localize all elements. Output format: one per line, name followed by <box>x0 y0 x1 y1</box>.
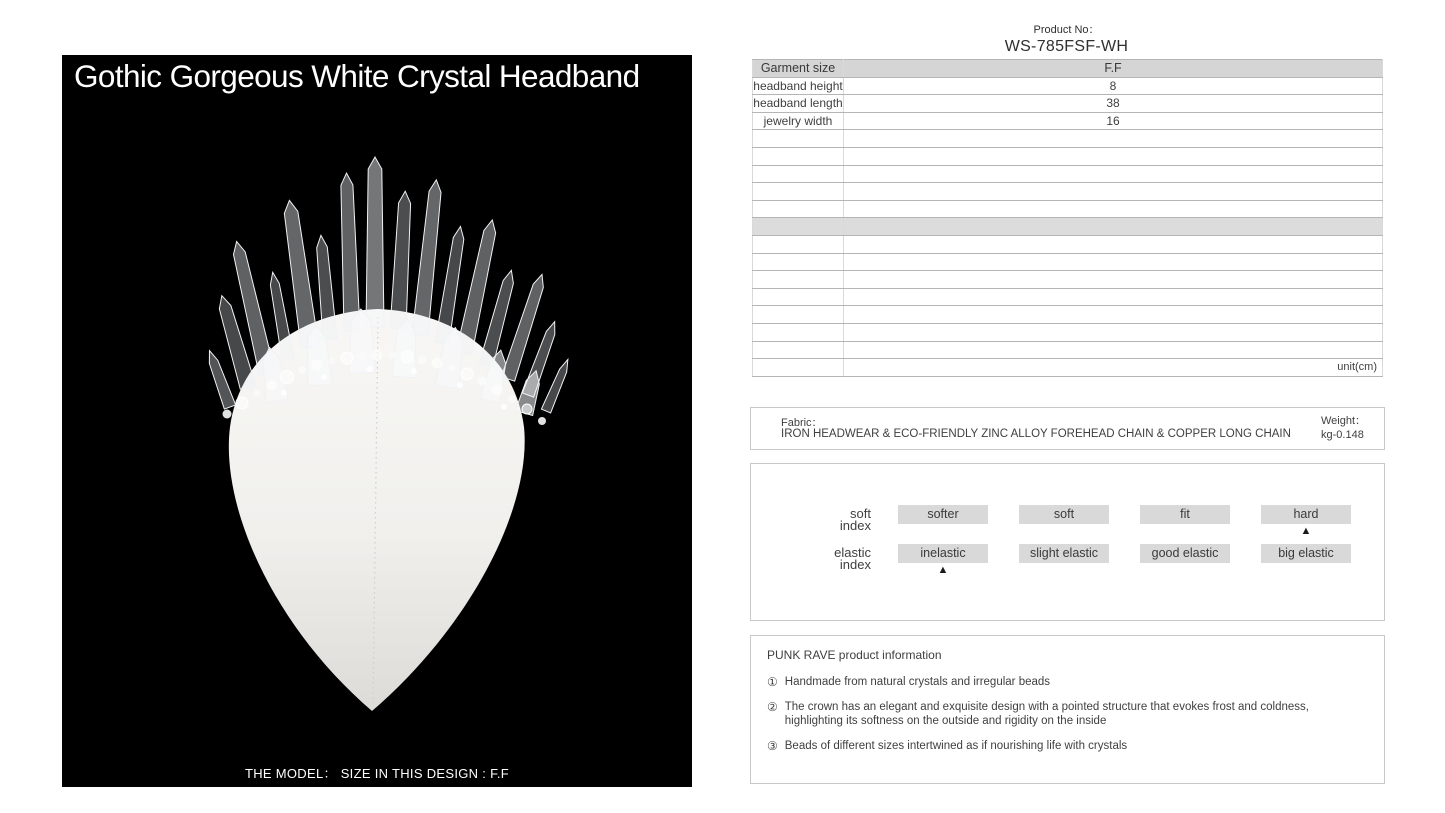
size-table-row <box>753 130 1383 148</box>
product-number-label: Product No： <box>1033 24 1100 36</box>
soft-index-options <box>898 505 1351 537</box>
size-table-row <box>753 288 1383 306</box>
size-table-row <box>753 235 1383 253</box>
index-panel <box>750 463 1385 621</box>
product-photo <box>62 55 692 787</box>
size-table-row <box>753 306 1383 324</box>
size-table-row <box>753 218 1383 236</box>
size-table-row: headband height 8 <box>753 77 1383 95</box>
elastic-index-options <box>898 544 1351 576</box>
size-table-row <box>753 147 1383 165</box>
selected-marker-icon <box>1140 524 1230 537</box>
spec-column <box>750 0 1390 813</box>
selected-marker-icon <box>1019 563 1109 576</box>
info-panel <box>750 635 1385 784</box>
soft-index-option-cell <box>898 505 988 537</box>
elastic-index-option-cell <box>1261 544 1351 576</box>
info-item <box>767 739 1368 753</box>
size-table-body <box>753 60 1383 377</box>
elastic-index-option: slight elastic <box>1019 544 1109 563</box>
info-panel-title: PUNK RAVE product information <box>767 648 942 662</box>
product-number <box>750 21 1383 56</box>
size-table-row <box>753 253 1383 271</box>
info-item <box>767 700 1368 728</box>
size-table-header-value: F.F <box>844 60 1383 78</box>
selected-marker-icon <box>1019 524 1109 537</box>
soft-index-option-cell <box>1140 505 1230 537</box>
selected-marker-icon <box>898 524 988 537</box>
elastic-index-option: inelastic <box>898 544 988 563</box>
soft-index-option: soft <box>1019 505 1109 524</box>
size-table-row <box>753 271 1383 289</box>
soft-index-option: softer <box>898 505 988 524</box>
size-table-row <box>753 323 1383 341</box>
model-size-caption: THE MODEL： SIZE IN THIS DESIGN : F.F <box>244 766 510 781</box>
fabric-label: Fabric： <box>781 417 823 429</box>
size-table-row: headband length 38 <box>753 95 1383 113</box>
info-item-text: Handmade from natural crystals and irregular beads <box>784 676 1051 688</box>
weight-info <box>1321 414 1366 442</box>
elastic-index-row <box>751 544 1384 576</box>
soft-index-option: fit <box>1140 505 1230 524</box>
soft-index-option: hard <box>1261 505 1351 524</box>
selected-marker-icon <box>1261 563 1351 576</box>
product-number-value: WS-785FSF-WH <box>1004 38 1129 55</box>
info-item <box>767 675 1368 689</box>
size-table-row <box>753 165 1383 183</box>
product-title: Gothic Gorgeous White Crystal Headband <box>74 58 640 94</box>
info-item-text: Beads of different sizes intertwined as if nourishing life with crystals <box>784 740 1128 752</box>
weight-label: Weight： <box>1321 415 1367 427</box>
info-item-number: ② <box>767 700 778 714</box>
size-table-row <box>753 359 1383 377</box>
elastic-index-option-cell <box>1140 544 1230 576</box>
size-table <box>752 59 1383 377</box>
elastic-index-option: big elastic <box>1261 544 1351 563</box>
size-table-header-label: Garment size <box>753 60 844 78</box>
elastic-index-option: good elastic <box>1140 544 1230 563</box>
size-table-row <box>753 200 1383 218</box>
soft-index-row <box>751 505 1384 537</box>
size-table-header-row <box>753 60 1383 78</box>
info-item-text: The crown has an elegant and exquisite design with a pointed structure that evokes frost and coldness, highlighting its softness on the outside and rigidity on the inside <box>784 701 1309 727</box>
soft-index-option-cell <box>1019 505 1109 537</box>
selected-marker-icon: ▲ <box>1300 525 1312 537</box>
unit-note: unit(cm) <box>844 359 1383 377</box>
elastic-index-option-cell <box>1019 544 1109 576</box>
soft-index-label: soft index <box>839 506 871 533</box>
selected-marker-icon <box>1140 563 1230 576</box>
info-item-number: ③ <box>767 739 778 753</box>
size-table-row: jewelry width 16 <box>753 112 1383 130</box>
fabric-value: IRON HEADWEAR & ECO-FRIENDLY ZINC ALLOY FOREHEAD CHAIN & COPPER LONG CHAIN <box>781 428 1291 440</box>
elastic-index-label: elastic index <box>834 545 871 572</box>
info-items <box>767 675 1368 753</box>
size-table-row <box>753 183 1383 201</box>
fabric-box <box>750 407 1385 450</box>
size-table-row <box>753 341 1383 359</box>
crystal-headband-illustration <box>62 55 692 787</box>
selected-marker-icon: ▲ <box>937 564 949 576</box>
soft-index-option-cell <box>1261 505 1351 537</box>
elastic-index-option-cell <box>898 544 988 576</box>
info-item-number: ① <box>767 675 778 689</box>
weight-value: kg-0.148 <box>1321 429 1364 441</box>
